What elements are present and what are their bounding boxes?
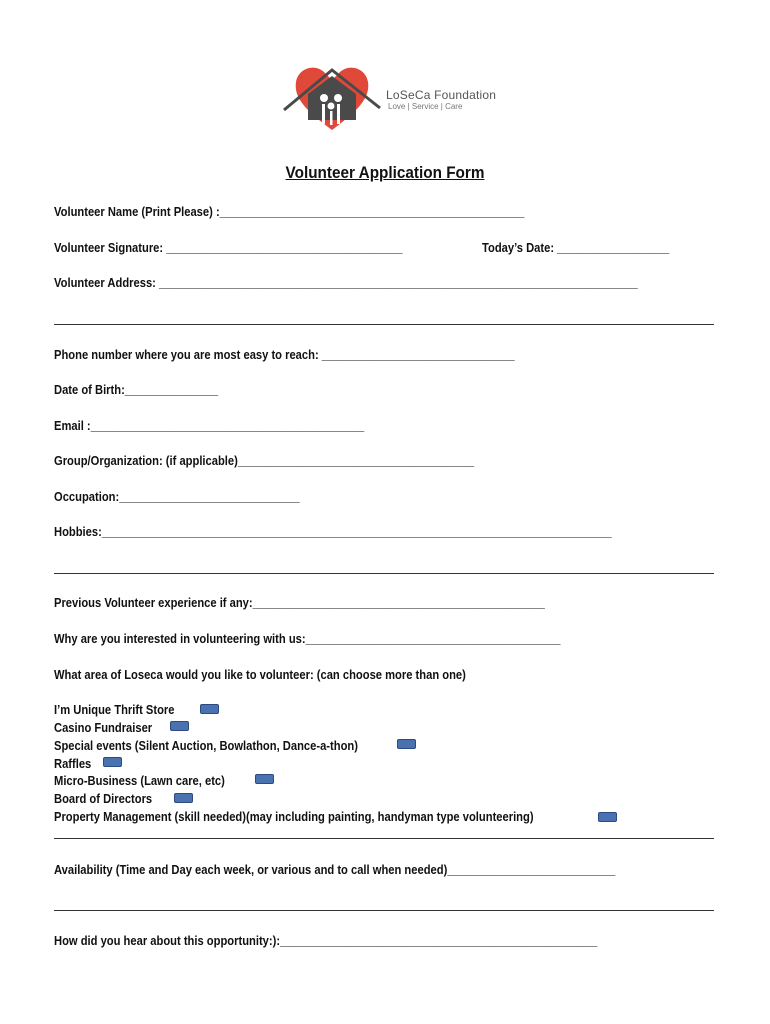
loseca-logo <box>282 60 497 132</box>
occupation-field[interactable]: Occupation:_____________________________ <box>54 489 300 504</box>
email-field[interactable]: Email :____________________________________________ <box>54 418 365 433</box>
address-continuation-line[interactable] <box>54 324 714 325</box>
heart-house-logo-icon <box>282 60 382 132</box>
availability-continuation-line[interactable] <box>54 910 714 911</box>
previous-experience-field[interactable]: Previous Volunteer experience if any:_______________________________________________ <box>54 595 545 610</box>
raffles-checkbox[interactable] <box>103 757 122 767</box>
volunteer-signature-field[interactable]: Volunteer Signature: ______________________________________ <box>54 240 403 255</box>
todays-date-field[interactable]: Today’s Date: __________________ <box>482 240 670 255</box>
volunteer-address-field[interactable]: Volunteer Address: _____________________________________________________________________________ <box>54 275 638 290</box>
board-of-directors-checkbox[interactable] <box>174 793 193 803</box>
volunteer-name-field[interactable]: Volunteer Name (Print Please) :_________________________________________________ <box>54 204 525 219</box>
logo-tagline: Love | Service | Care <box>388 102 463 111</box>
phone-field[interactable]: Phone number where you are most easy to reach: _______________________________ <box>54 347 515 362</box>
property-management-checkbox[interactable] <box>598 812 617 822</box>
micro-business-checkbox[interactable] <box>255 774 274 784</box>
hobbies-field[interactable]: Hobbies:__________________________________________________________________________________ <box>54 524 612 539</box>
hobbies-continuation-line[interactable] <box>54 573 714 574</box>
area-question: What area of Loseca would you like to volunteer: (can choose more than one) <box>54 667 466 682</box>
special-events-checkbox[interactable] <box>397 739 416 749</box>
availability-field[interactable]: Availability (Time and Day each week, or various and to call when needed)___________________________ <box>54 862 616 877</box>
why-interested-field[interactable]: Why are you interested in volunteering with us:_________________________________________ <box>54 631 561 646</box>
date-of-birth-field[interactable]: Date of Birth:_______________ <box>54 382 219 397</box>
option-label: Special events (Silent Auction, Bowlathon, Dance-a-thon) <box>54 738 358 753</box>
option-label: Raffles <box>54 756 92 771</box>
thrift-store-checkbox[interactable] <box>200 704 219 714</box>
form-title: Volunteer Application Form <box>285 163 485 182</box>
option-label: Board of Directors <box>54 791 153 806</box>
group-organization-field[interactable]: Group/Organization: (if applicable)______________________________________ <box>54 453 475 468</box>
casino-fundraiser-checkbox[interactable] <box>170 721 189 731</box>
option-label: I’m Unique Thrift Store <box>54 702 175 717</box>
logo-name: LoSeCa Foundation <box>386 88 497 102</box>
options-divider-line[interactable] <box>54 838 714 839</box>
how-heard-field[interactable]: How did you hear about this opportunity:):___________________________________________________ <box>54 933 598 948</box>
option-label: Micro-Business (Lawn care, etc) <box>54 773 225 788</box>
option-label: Casino Fundraiser <box>54 720 153 735</box>
option-label: Property Management (skill needed)(may including painting, handyman type volunteering) <box>54 809 534 824</box>
